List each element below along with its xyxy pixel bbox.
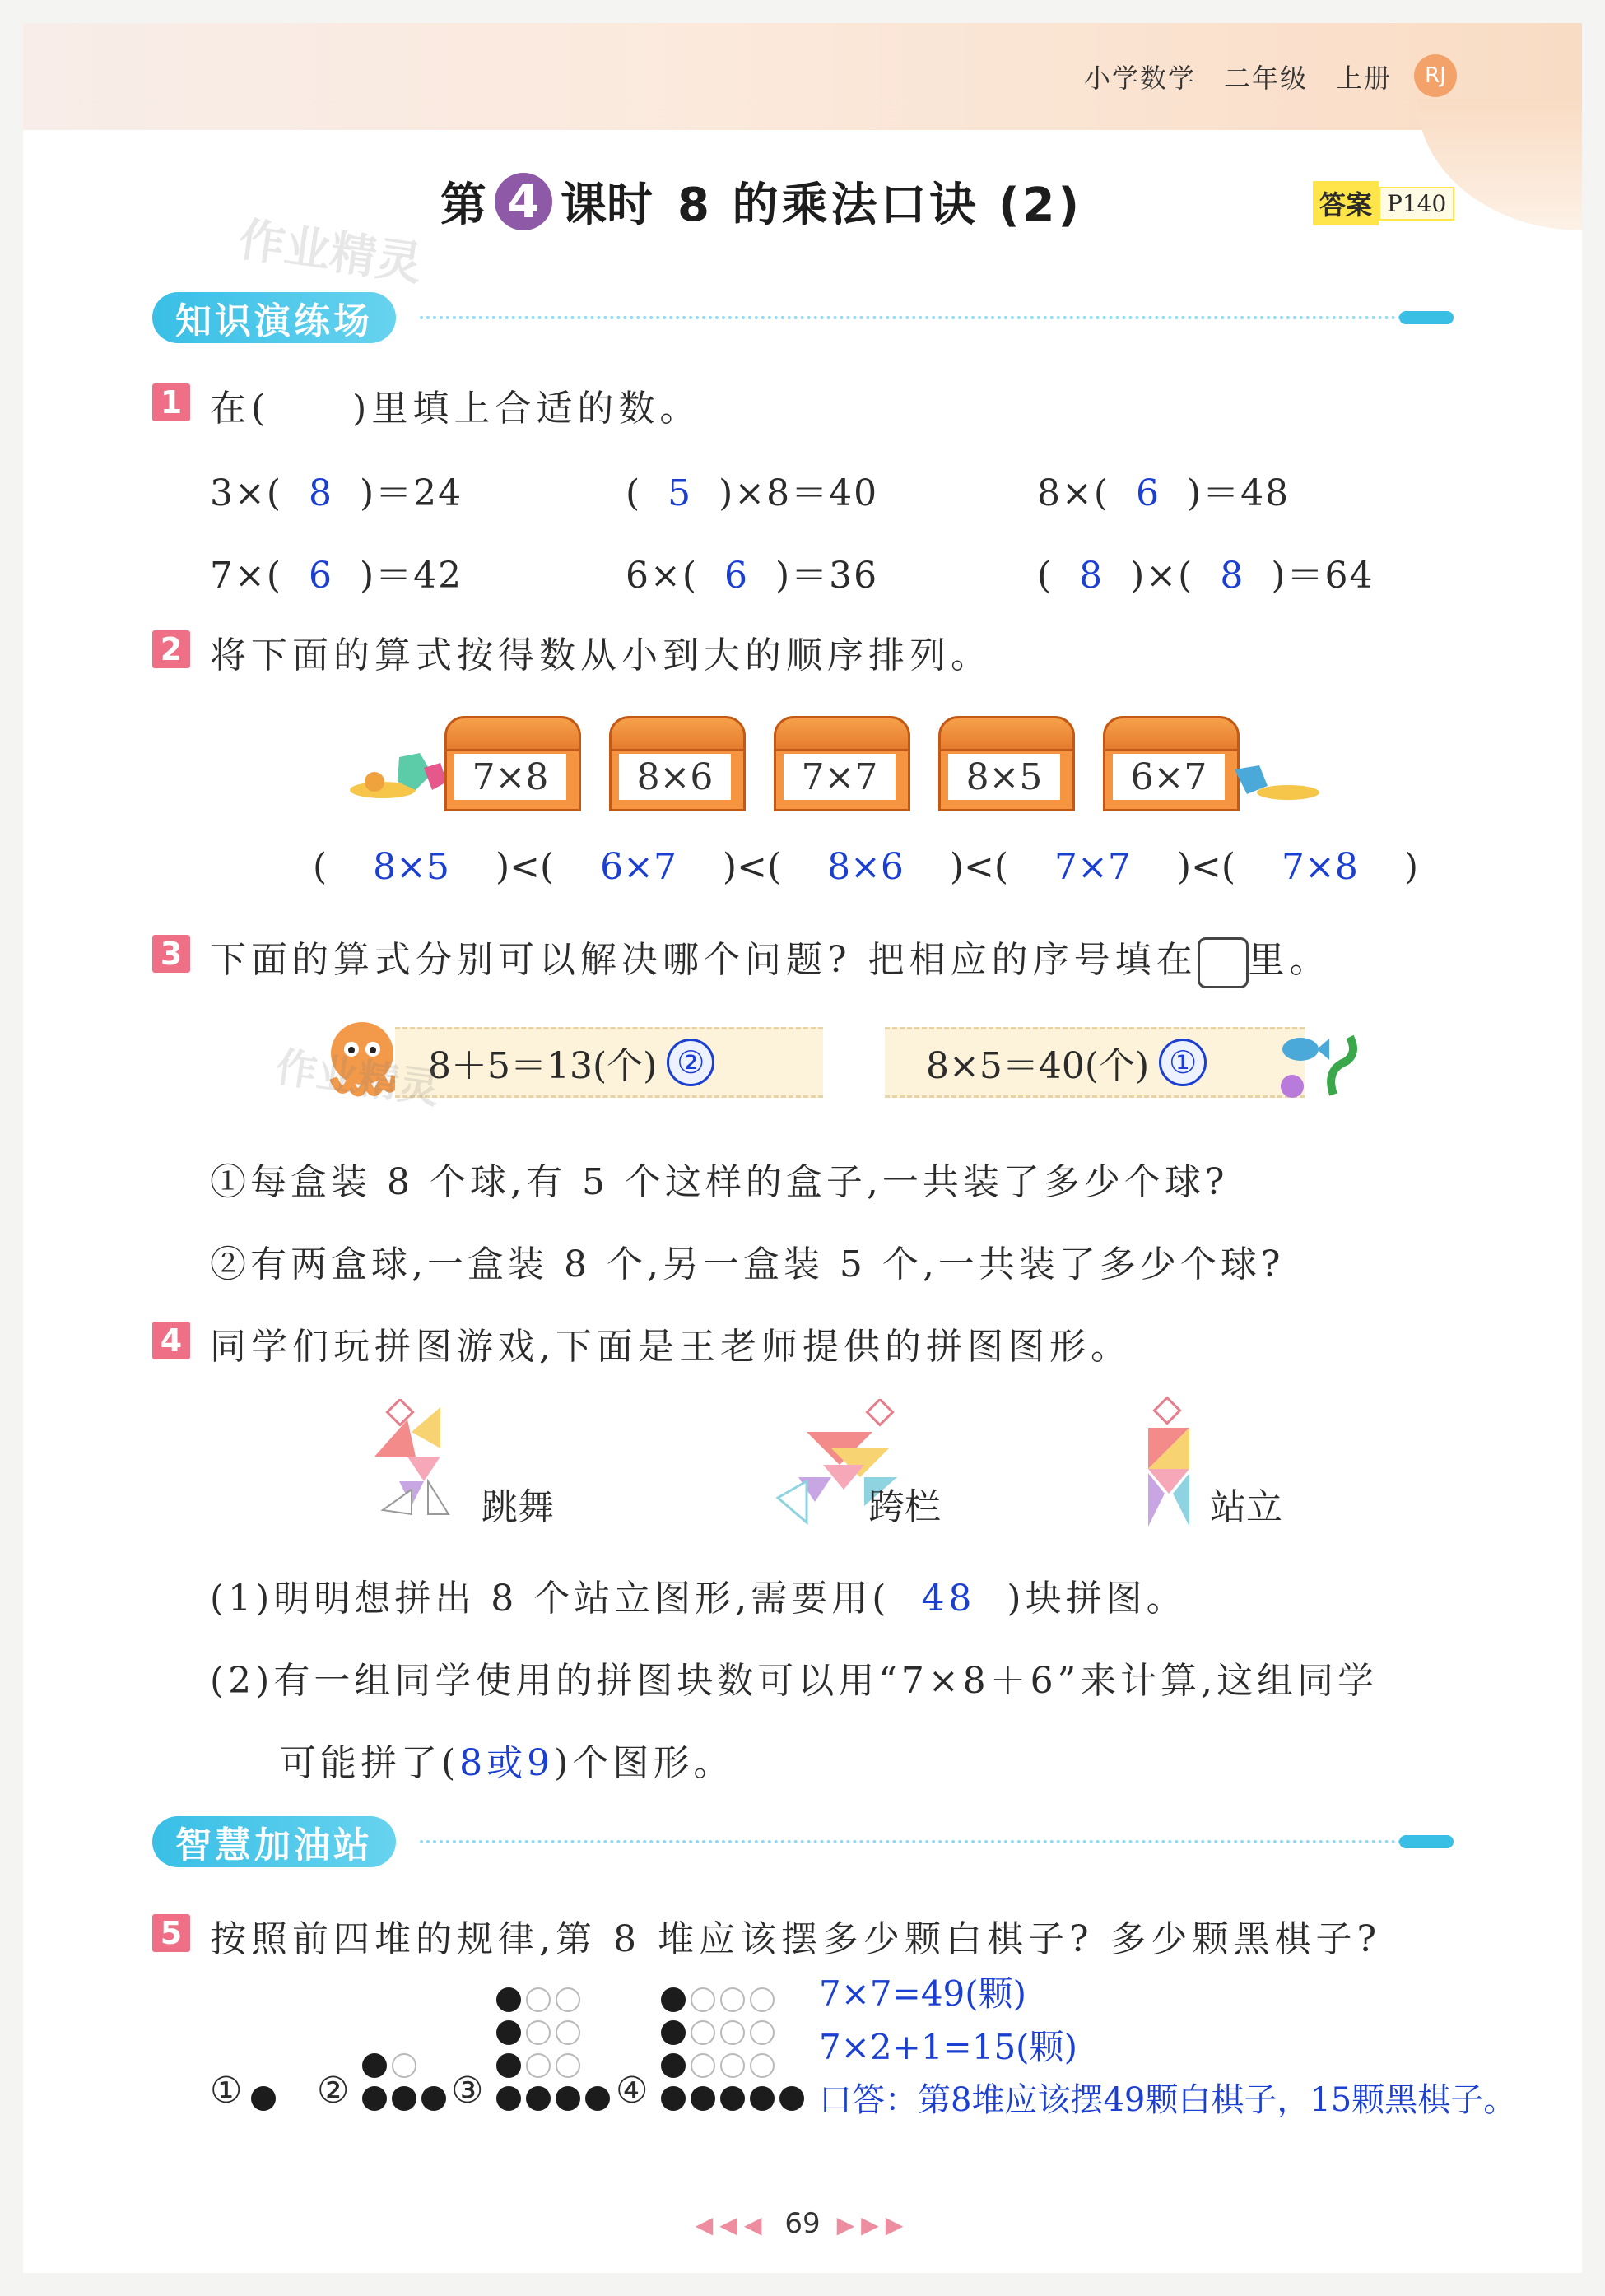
q1-answer: 8 (1220, 555, 1245, 597)
expression-answer: ② (667, 1039, 714, 1086)
pile-label: ① (210, 2070, 243, 2112)
volume-label: 上册 (1335, 63, 1392, 94)
stone-pile-4-row (661, 1987, 775, 2012)
watermark: 作业精灵 (235, 212, 426, 292)
lesson-topic: 8 的乘法口诀 (2) (677, 179, 1083, 232)
treasure-chest (938, 716, 1070, 806)
page-number-footer (0, 2207, 1605, 2240)
q1-answer: 6 (1136, 472, 1161, 514)
question-number: 2 (152, 630, 190, 668)
q5-answer-line-2: 7×2+1=15(颗) (819, 2027, 1077, 2067)
lesson-number-badge: 4 (495, 173, 552, 230)
q1-equation: 6×( 6 )＝36 (626, 555, 879, 597)
gems-icon (1230, 761, 1321, 802)
title-suffix: 课时 (561, 179, 653, 232)
figure-label-standing: 站立 (1210, 1486, 1282, 1528)
q1-prompt: 在( )里填上合适的数。 (210, 388, 701, 430)
stone-pile-3-row (496, 2053, 580, 2078)
answer-reference (1313, 183, 1454, 224)
section-wisdom-title: 智慧加油站 (152, 1816, 396, 1867)
order-item: 8×6 (827, 846, 904, 888)
q5-prompt: 按照前四堆的规律,第 8 堆应该摆多少颗白棋子? 多少颗黑棋子? (210, 1918, 1382, 1960)
q1-answer: 6 (309, 555, 334, 597)
question-number: 3 (152, 935, 190, 973)
q1-answer: 8 (309, 472, 334, 514)
expression-text: 8×5＝40(个) (926, 1045, 1150, 1087)
page-number: 69 (784, 2207, 821, 2240)
treasure-chest (774, 716, 905, 806)
chest-expression: 6×7 (1113, 754, 1225, 800)
watermark: 作业精灵 (272, 1043, 443, 1113)
pile-label: ② (317, 2070, 350, 2112)
pencil-icon (1399, 311, 1454, 324)
treasure-chest (609, 716, 741, 806)
stone-pile-3-row (496, 2086, 610, 2111)
order-item: 7×8 (1282, 846, 1358, 888)
pile-label: ③ (451, 2070, 484, 2112)
q1-equation: ( 8 )×( 8 )＝64 (1037, 555, 1375, 597)
expression-card (395, 1027, 823, 1098)
order-item: 7×7 (1054, 846, 1131, 888)
edition-badge: RJ (1414, 54, 1457, 97)
answer-page: P140 (1379, 187, 1454, 221)
gems-icon (350, 745, 449, 802)
figure-label-dancing: 跳舞 (482, 1486, 554, 1528)
pile-label: ④ (616, 2070, 649, 2112)
stone-pile-4-row (661, 2086, 804, 2111)
section-practice-title: 知识演练场 (152, 292, 396, 343)
q4-answer-1: 48 (921, 1578, 976, 1620)
q1-answer: 8 (1079, 555, 1105, 597)
q4-subquestion-2: (2)有一组同学使用的拼图块数可以用“7×8＋6”来计算,这组同学 (210, 1660, 1379, 1702)
pencil-icon (1399, 1835, 1454, 1848)
treasure-chest (444, 716, 576, 806)
stone-pile-3-row (496, 2020, 580, 2045)
order-item: 8×5 (373, 846, 449, 888)
q1-equation: ( 5 )×8＝40 (626, 472, 879, 514)
section-divider (420, 1840, 1416, 1843)
tangram-dancing-figure (366, 1399, 490, 1531)
right-arrows-icon: ▶▶▶ (836, 2211, 910, 2238)
question-number: 5 (152, 1914, 190, 1952)
tangram-standing-figure (1140, 1395, 1198, 1535)
q5-answer-line-3: 口答：第8堆应该摆49颗白棋子，15颗黑棋子。 (819, 2081, 1517, 2119)
answer-label: 答案 (1313, 181, 1379, 225)
q4-prompt: 同学们玩拼图游戏,下面是王老师提供的拼图图形。 (210, 1326, 1132, 1368)
q2-prompt: 将下面的算式按得数从小到大的顺序排列。 (210, 634, 992, 676)
title-prefix: 第 (440, 179, 486, 232)
q1-equation: 7×( 6 )＝42 (210, 555, 463, 597)
stone-pile-2-row (362, 2053, 416, 2078)
treasure-chest (1103, 716, 1235, 806)
q4-answer-2: 8或9 (459, 1742, 555, 1784)
order-item: 6×7 (600, 846, 677, 888)
answer-box-icon (1198, 937, 1249, 988)
subject-label: 小学数学 (1083, 63, 1196, 94)
stone-pile-4-row (661, 2020, 775, 2045)
stone-pile-1 (251, 2086, 276, 2111)
expression-answer: ① (1159, 1039, 1207, 1086)
q1-equation: 8×( 6 )＝48 (1037, 472, 1291, 514)
chest-expression: 8×6 (619, 754, 731, 800)
q1-equation: 3×( 8 )＝24 (210, 472, 463, 514)
q3-problem-1: ①每盒装 8 个球,有 5 个这样的盒子,一共装了多少个球? (210, 1161, 1229, 1203)
grade-label: 二年级 (1223, 63, 1308, 94)
figure-label-hurdling: 跨栏 (868, 1486, 941, 1528)
q4-subquestion-2-cont: 可能拼了(8或9)个图形。 (280, 1742, 734, 1784)
left-arrows-icon: ◀◀◀ (695, 2211, 769, 2238)
question-number: 4 (152, 1322, 190, 1359)
black-stone (251, 2086, 276, 2111)
stone-pile-3-row (496, 1987, 580, 2012)
fish-plant-icon (1268, 1020, 1366, 1103)
chest-expression: 7×7 (784, 754, 896, 800)
chest-expression: 8×5 (948, 754, 1060, 800)
stone-pile-2-row (362, 2086, 446, 2111)
q5-answer-line-1: 7×7=49(颗) (819, 1973, 1027, 2014)
q2-order-answer: ( 8×5 )<( 6×7 )<( 8×6 )<( 7×7 )<( 7×8 ) (313, 846, 1418, 888)
expression-text: 8＋5＝13(个) (428, 1045, 658, 1087)
q1-answer: 5 (668, 472, 693, 514)
lesson-title (440, 169, 1082, 235)
q1-answer: 6 (724, 555, 750, 597)
expression-card (885, 1027, 1305, 1098)
question-number: 1 (152, 383, 190, 421)
q3-problem-2: ②有两盒球,一盒装 8 个,另一盒装 5 个,一共装了多少个球? (210, 1243, 1285, 1285)
q3-prompt: 下面的算式分别可以解决哪个问题? 把相应的序号填在 里。 (210, 930, 1331, 988)
section-divider (420, 316, 1416, 319)
stone-pile-4-row (661, 2053, 775, 2078)
chest-expression: 7×8 (454, 754, 566, 800)
q4-subquestion-1: (1)明明想拼出 8 个站立图形,需要用( 48 )块拼图。 (210, 1578, 1187, 1620)
